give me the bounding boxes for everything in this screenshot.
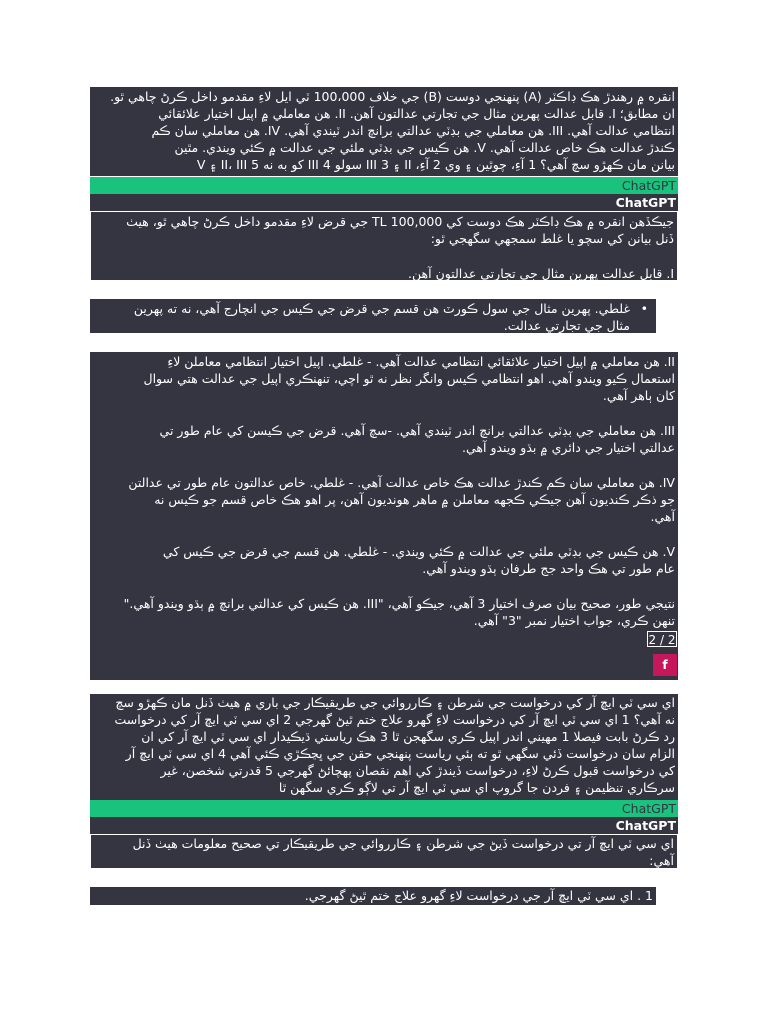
user-message-1 <box>90 87 678 176</box>
bullet-list <box>90 300 656 334</box>
assistant-name: ChatGPT <box>90 194 678 212</box>
message-line: کان ٻاهر آهي. <box>602 388 675 403</box>
assistant-message-intro <box>90 211 678 281</box>
assistant-name: ChatGPT <box>90 817 678 835</box>
user-message-2 <box>90 694 678 800</box>
message-line: عام طور تي هڪ واحد جج طرفان ٻڌو ويندو آهي. <box>422 561 675 576</box>
message-line: الزام سان درخواست ڏئي سگهي ٿو ته ٻئي رياست پنهنجي حقن جي ڀڃڪڙي ڪئي آهي 4 اي سي ٽي ايڇ آر <box>125 746 675 761</box>
message-line: 1 . اي سي ٽي ايڇ آر جي درخواست لاءِ گهرو علاج ختم ٿيڻ گهرجي. <box>304 888 653 903</box>
message-line: جيڪڏهن انقره ۾ هڪ ڊاڪٽر هڪ دوست کي 100,000 TL جي قرض لاءِ مقدمو داخل ڪرڻ چاهي ٿو، هيٺ <box>126 214 674 229</box>
message-line: II. هن معاملي ۾ اپيل اختيار علائقائي انتظامي عدالت آهي. - غلطي. اپيل اختيار انتظامي معاملن لاءِ <box>167 354 675 369</box>
response-pager[interactable]: 2 / 2 <box>648 633 676 647</box>
message-line: I. قابل عدالت پهرين مثال جي تجارتي عدالتون آهن. <box>408 266 674 281</box>
message-line: بيانن مان ڪهڙو سچ آهي؟ 1 آءِ، چوٿين ۽ وي 2 آءِ، II ۽ 3 III سولو 4 III کو به نه 5 II، III ۽ V <box>196 157 675 172</box>
assistant-message-body <box>90 352 678 680</box>
message-line: ان مطابق؛ I. قابل عدالت پهرين مثال جي تجارتي عدالتون آهن. II. هن معاملي ۾ اپيل اختيار علائقائي <box>158 106 675 121</box>
assistant-message-intro <box>90 834 678 869</box>
message-line: تنهن ڪري، جواب اختيار نمبر "3" آهي. <box>473 613 675 628</box>
message-line: III. هن معاملي جي بڊٽي عدالتي برانچ اندر ٽيندي آهي. -سچ آهي. قرض جي ڪيسن کي عام طور تي <box>159 423 675 438</box>
user-name: تون <box>652 678 676 693</box>
message-line: سرڪاري تنظيمن ۽ فردن جا گروپ اي سي ٽي ايڇ آر تي لاڳو ڪري سگهن ٿا <box>278 780 675 795</box>
message-line: IV. هن معاملي سان ڪم ڪندڙ عدالت هڪ خاص عدالت آهي. - غلطي. خاص عدالتون عام طور تي عدالتن <box>128 475 675 490</box>
assistant-label: ChatGPT <box>621 801 676 816</box>
assistant-bullet-block <box>90 299 656 333</box>
message-line: کي درخواست قبول ڪرڻ لاءِ، درخواست ڏيندڙ کي اهم نقصان پهچائڻ گهرجي 5 قدرتي شخصن، غير <box>160 763 675 778</box>
message-line: نتيجي طور، صحيح بيان صرف اختيار 3 آهي، جيڪو آهي، "III. هن ڪيس کي عدالتي برانچ ۾ ٻڌو ويندو آهي." <box>123 596 675 611</box>
bullet-line: مثال جي تجارتي عدالت. <box>503 318 630 333</box>
assistant-label-bar <box>90 800 678 817</box>
assistant-list-item <box>90 887 656 905</box>
message-line: ڏنل بيانن کي سچو يا غلط سمجهي سگهجي ٿو: <box>430 231 674 246</box>
user-avatar: f <box>653 654 677 676</box>
assistant-label: ChatGPT <box>621 178 676 193</box>
message-line: V. هن ڪيس جي بڊٽي ملئي جي عدالت ۾ ڪئي ويندي. - غلطي. هن قسم جي قرض جي ڪيس کي <box>162 544 675 559</box>
message-line: انتظامي عدالت آهي. III. هن معاملي جي بڊٽي عدالتي برانچ اندر ٽيندي آهي. IV. هن معاملي سان ڪم <box>151 123 675 138</box>
message-line: استعمال ڪيو ويندو آهي. اهو انتظامي ڪيس وانگر نظر نه ٿو اچي، تنهنڪري اپيل جي عدالت هتي سوال <box>143 371 675 386</box>
message-line: آهي. <box>650 509 675 524</box>
message-line: جو ذڪر ڪنديون آهن جيڪي ڪجهه معاملن ۾ ماهر هونديون آهن، پر اهو هڪ خاص قسم جو ڪيس نه <box>154 492 675 507</box>
message-line: عدالتي اختيار جي دائري ۾ بڌو ويندو آهي. <box>462 440 675 455</box>
assistant-label-bar <box>90 177 678 194</box>
message-line: اي سي ٽي ايڇ آر کي درخواست جي شرطن ۽ ڪارروائي جي طريقيڪار جي باري ۾ هيٺ ڏنل مان ڪهڙو سچ <box>115 695 675 710</box>
bullet-line: غلطي. پهرين مثال جي سول ڪورٽ هن قسم جي قرض جي ڪيس جي انچارج آهي، نه ته پهرين <box>133 301 630 316</box>
message-line: اي سي ٽي ايڇ آر تي درخواست ڏيڻ جي شرطن ۽ ڪارروائي جي طريقيڪار تي صحيح معلومات هيٺ ڏنل <box>132 836 674 851</box>
message-line: رد ڪرڻ بابت فيصلا 1 مهيني اندر اپيل ڪري سگهجن ٿا 3 هڪ رياستي ڌيڪيدار اي سي ٽي ايڇ آر کي ان <box>141 729 675 744</box>
message-line: نه آهي؟ 1 اي سي ٽي ايڇ آر کي درخواست لاءِ گهرو علاج ختم ٿيڻ گهرجي 2 اي سي ٽي ايڇ آر کي درخواست <box>114 712 675 727</box>
message-line: آهي: <box>649 853 674 868</box>
list-item <box>98 300 630 334</box>
message-line: انقره ۾ رهندڙ هڪ ڊاڪٽر (A) پنهنجي دوست (B) جي خلاف 100،000 ٽي ايل لاءِ مقدمو داخل ڪرڻ چاهي ٿو. <box>110 89 675 104</box>
message-line: ڪندڙ عدالت هڪ خاص عدالت آهي. V. هن ڪيس جي بڊٽي ملئي جي عدالت ۾ ڪئي ويندي. مٿين <box>174 140 675 155</box>
